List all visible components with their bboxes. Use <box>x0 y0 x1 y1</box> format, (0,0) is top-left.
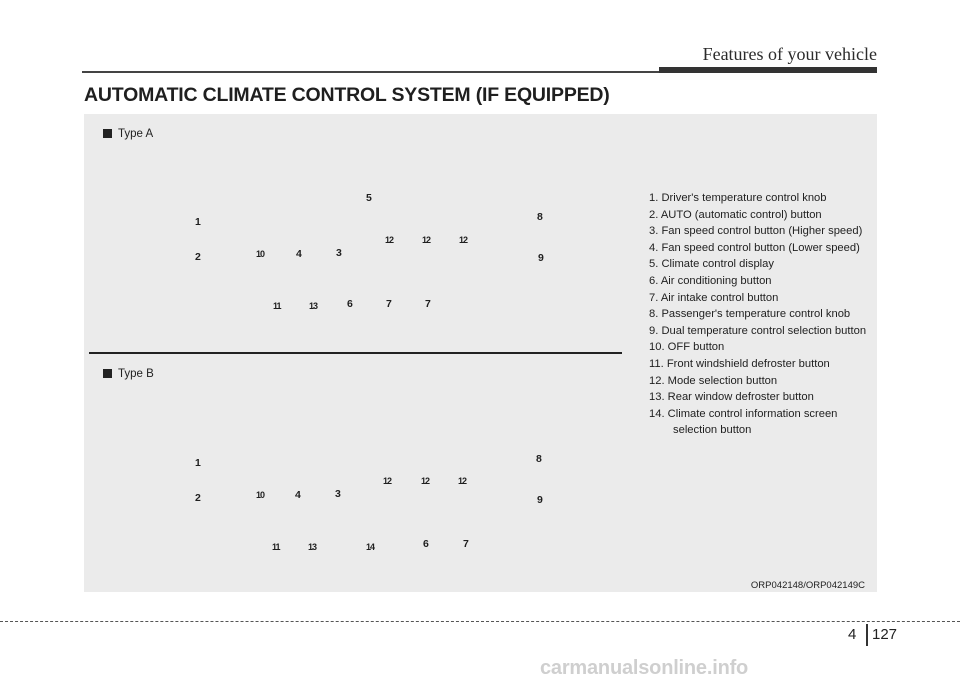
callout-type-b: 11 <box>272 542 280 552</box>
callout-type-a: 6 <box>347 298 353 310</box>
type-a-label-text: Type A <box>118 128 154 140</box>
legend-item: 8. Passenger's temperature control knob <box>649 308 851 321</box>
callout-type-a: 1 <box>195 216 201 228</box>
type-b-label-text: Type B <box>118 368 154 380</box>
legend-item: 2. AUTO (automatic control) button <box>649 208 822 221</box>
callout-type-a: 12 <box>422 235 431 245</box>
callout-type-a: 5 <box>366 192 372 204</box>
header-rule <box>82 71 662 73</box>
callout-type-b: 8 <box>536 453 542 465</box>
legend-item: 4. Fan speed control button (Lower speed) <box>649 241 860 254</box>
footer-divider <box>0 621 960 622</box>
figure-divider <box>89 352 622 354</box>
callout-type-a: 7 <box>386 298 392 310</box>
callout-type-a: 3 <box>336 247 342 259</box>
legend-item: 5. Climate control display <box>649 258 774 271</box>
callout-type-a: 9 <box>538 252 544 264</box>
legend-item: 11. Front windshield defroster button <box>649 357 830 370</box>
header-rule-accent <box>659 67 877 73</box>
chapter-number: 4 <box>848 626 857 643</box>
callout-type-a: 11 <box>273 301 281 311</box>
legend-item: 12. Mode selection button <box>649 374 778 387</box>
callout-type-b: 12 <box>458 476 467 486</box>
legend-item: 7. Air intake control button <box>649 291 779 304</box>
page-number: 127 <box>872 626 898 643</box>
legend-item: 6. Air conditioning button <box>649 274 772 287</box>
square-bullet-icon <box>103 129 112 138</box>
callout-type-b: 6 <box>423 538 429 550</box>
section-title: Features of your vehicle <box>702 44 877 64</box>
callout-type-b: 14 <box>366 542 375 552</box>
page-number-separator <box>866 624 868 646</box>
type-a-label <box>103 128 153 140</box>
legend-item: 3. Fan speed control button (Higher speed) <box>649 225 863 238</box>
legend-item: 9. Dual temperature control selection button <box>649 324 867 337</box>
callout-type-a: 8 <box>537 211 543 223</box>
callout-type-a: 13 <box>309 301 318 311</box>
callout-type-b: 9 <box>537 494 543 506</box>
callout-type-b: 12 <box>383 476 392 486</box>
type-b-label <box>103 368 154 380</box>
callout-type-b: 3 <box>335 488 341 500</box>
callout-type-b: 10 <box>256 490 265 500</box>
figure-reference-code: ORP042148/ORP042149C <box>750 580 865 591</box>
square-bullet-icon <box>103 369 112 378</box>
callout-type-a: 12 <box>385 235 394 245</box>
watermark: carmanualsonline.info <box>540 657 749 679</box>
callout-type-b: 1 <box>195 457 201 469</box>
callout-type-a: 12 <box>459 235 468 245</box>
legend-item: 13. Rear window defroster button <box>649 391 814 404</box>
callout-type-a: 2 <box>195 251 201 263</box>
callout-type-b: 13 <box>308 542 317 552</box>
legend-item: 14. Climate control information screen selection button <box>649 407 838 437</box>
callout-type-a: 4 <box>296 248 302 260</box>
callout-type-b: 2 <box>195 492 201 504</box>
callout-type-b: 12 <box>421 476 430 486</box>
page-heading: AUTOMATIC CLIMATE CONTROL SYSTEM (IF EQUIPPED) <box>84 84 610 106</box>
callout-type-b: 7 <box>463 538 469 550</box>
legend-item: 10. OFF button <box>649 341 725 354</box>
callout-type-a: 7 <box>425 298 431 310</box>
legend-item: 1. Driver's temperature control knob <box>649 192 827 204</box>
callout-type-a: 10 <box>256 249 265 259</box>
figure-legend <box>649 190 877 439</box>
callout-type-b: 4 <box>295 489 301 501</box>
